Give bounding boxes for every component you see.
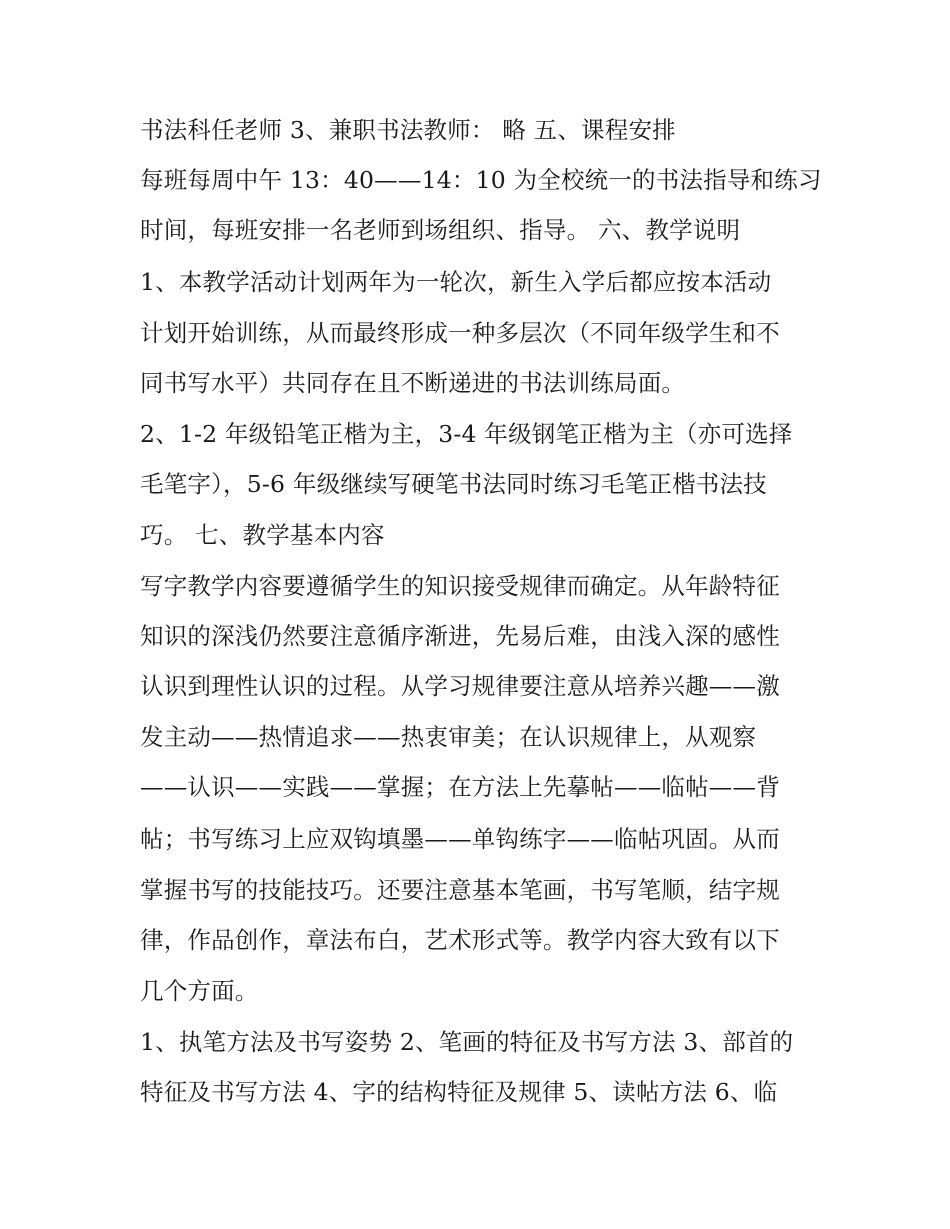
text-line: 写字教学内容要遵循学生的知识接受规律而确定。从年龄特征 — [140, 572, 780, 600]
text-line: 书法科任老师 3、兼职书法教师： 略 五、课程安排 — [140, 116, 676, 144]
text-line: 同书写水平）共同存在且不断递进的书法训练局面。 — [140, 369, 686, 397]
text-line: 计划开始训练，从而最终形成一种多层次（不同年级学生和不 — [140, 319, 780, 347]
text-line: 几个方面。 — [140, 977, 259, 1005]
text-line: 1、本教学活动计划两年为一轮次，新生入学后都应按本活动 — [140, 268, 772, 296]
text-line: 发主动——热情追求——热衷审美；在认识规律上，从观察 — [140, 723, 757, 751]
text-line: 认识到理性认识的过程。从学习规律要注意从培养兴趣——激 — [140, 672, 780, 700]
text-line: 1、执笔方法及书写姿势 2、笔画的特征及书写方法 3、部首的 — [140, 1028, 794, 1056]
text-line: 毛笔字），5-6 年级继续写硬笔书法同时练习毛笔正楷书法技 — [140, 470, 767, 498]
text-line: 知识的深浅仍然要注意循序渐进，先易后难，由浅入深的感性 — [140, 622, 780, 650]
text-line: 律，作品创作，章法布白，艺术形式等。教学内容大致有以下 — [140, 926, 780, 954]
text-line: 掌握书写的技能技巧。还要注意基本笔画，书写笔顺，结字规 — [140, 876, 780, 904]
text-line: 每班每周中午 13：40——14：10 为全校统一的书法指导和练习 — [140, 166, 822, 194]
text-line: ——认识——实践——掌握；在方法上先摹帖——临帖——背 — [140, 773, 780, 801]
text-line: 巧。 七、教学基本内容 — [140, 521, 385, 549]
text-line: 特征及书写方法 4、字的结构特征及规律 5、读帖方法 6、临 — [140, 1078, 778, 1106]
text-line: 帖；书写练习上应双钩填墨——单钩练字——临帖巩固。从而 — [140, 825, 780, 853]
text-line: 时间，每班安排一名老师到场组织、指导。 六、教学说明 — [140, 216, 741, 244]
text-line: 2、1-2 年级铅笔正楷为主，3-4 年级钢笔正楷为主（亦可选择 — [140, 420, 793, 448]
